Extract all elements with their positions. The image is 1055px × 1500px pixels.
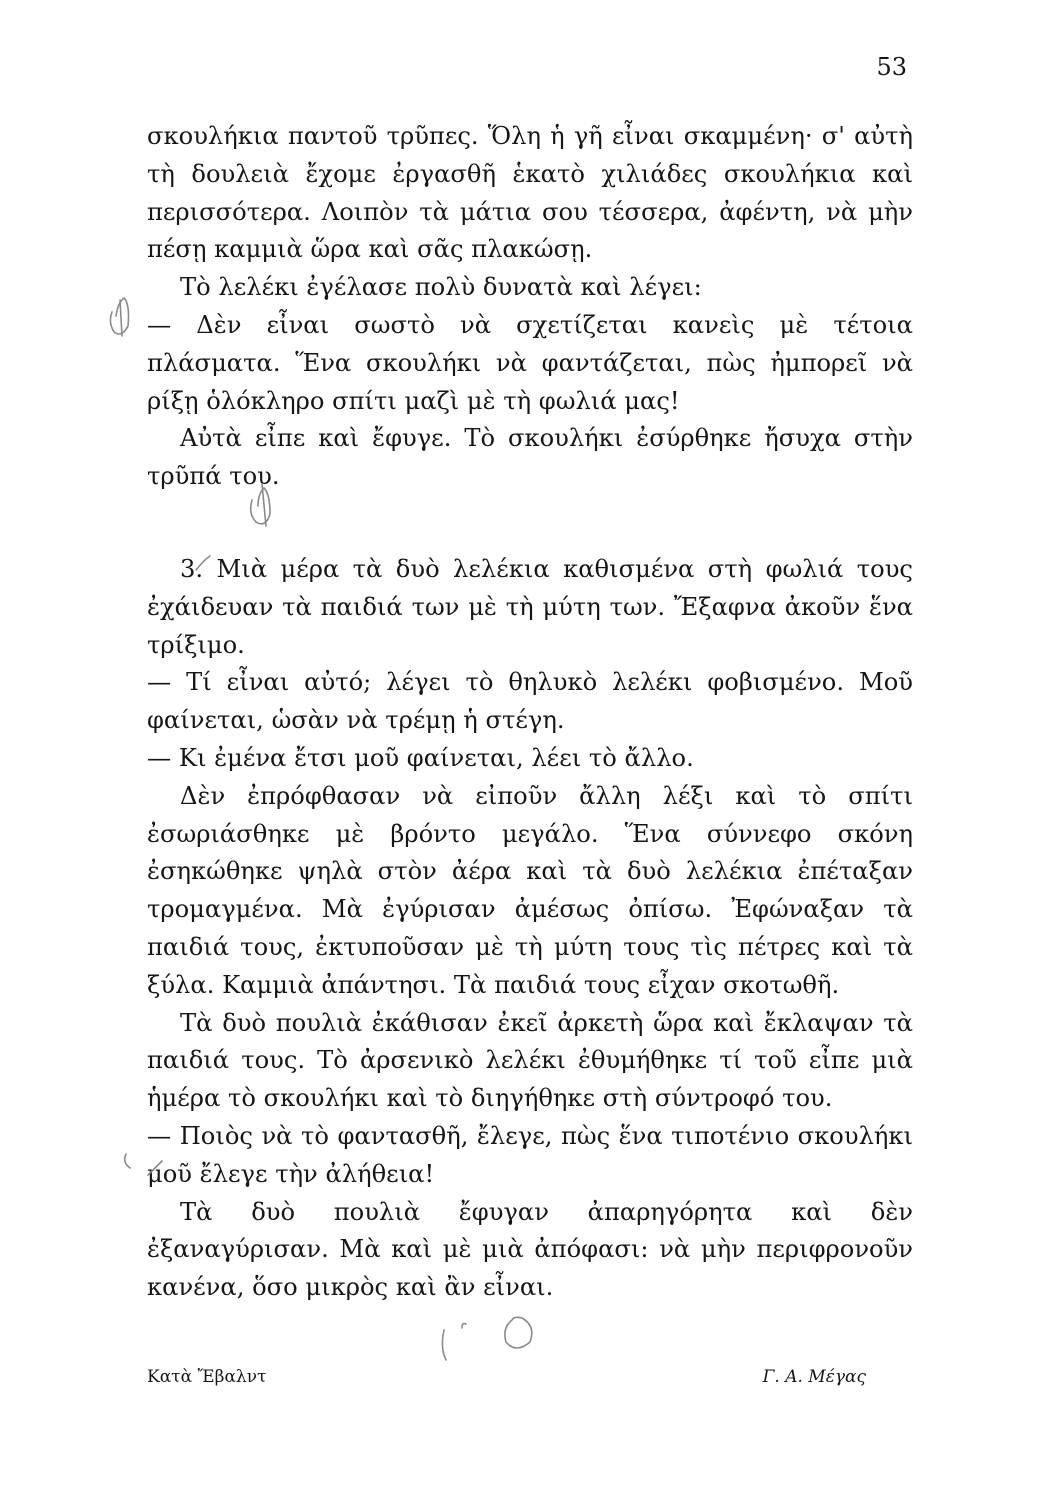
paragraph: Δὲν ἐπρόφθασαν νὰ εἰποῦν ἄλλη λέξι καὶ τὸ σπίτι ἐσωριάσθηκε μὲ βρόντο μεγάλο. Ἕνα σύννεφο σκόνη ἐσηκώθηκε ψηλὰ στὸν ἀέρα καὶ τὰ δυὸ λελέκια ἐπέταξαν τρομαγμένα. Μὰ ἐγύρισαν ἀμέσως ὀπίσω. Ἐφώναξαν τὰ παιδιά τους, ἐκτυποῦσαν μὲ τὴ μύτη τους τὶς πέτρες καὶ τὰ ξύλα. Καμμιὰ ἀπάντησι. Τὰ παιδιά τους εἶχαν σκοτωθῆ. bbox=[147, 781, 913, 999]
paragraph: — Ποιὸς νὰ τὸ φαντασθῆ, ἔλεγε, πὼς ἕνα τιποτένιο σκουλήκι μοῦ ἔλεγε τὴν ἀλήθεια! bbox=[147, 1121, 913, 1188]
pencil-mark bbox=[462, 1324, 466, 1329]
section-number: 3. bbox=[180, 554, 204, 583]
paragraph: Τὰ δυὸ πουλιὰ ἐκάθισαν ἐκεῖ ἀρκετὴ ὥρα καὶ ἔκλαψαν τὰ παιδιά τους. Τὸ ἀρσενικὸ λελέκι ἐθυμήθηκε τί τοῦ εἶπε μιὰ ἡμέρα τὸ σκουλήκι καὶ τὸ διηγήθηκε στὴ σύντροφό του. bbox=[147, 1008, 913, 1113]
pencil-mark bbox=[442, 1330, 446, 1360]
section-first-paragraph bbox=[147, 551, 913, 664]
pencil-mark bbox=[120, 300, 122, 336]
pencil-mark bbox=[110, 298, 128, 334]
body-text bbox=[147, 118, 913, 1307]
pencil-mark bbox=[505, 1317, 532, 1348]
paragraph: Τὸ λελέκι ἐγέλασε πολὺ δυνατὰ καὶ λέγει: bbox=[180, 273, 702, 302]
page-number: 53 bbox=[876, 53, 907, 81]
source-credit: Κατὰ Ἔβαλντ bbox=[147, 1367, 267, 1387]
author-credit: Γ. Α. Μέγας bbox=[762, 1367, 866, 1387]
paragraph: σκουλήκια παντοῦ τρῦπες. Ὅλη ἡ γῆ εἶναι σκαμμένη· σ' αὐτὴ τὴ δουλειὰ ἔχομε ἐργασθῆ ἑκατὸ χιλιάδες σκουλήκια καὶ περισσότερα. Λοιπὸν τὰ μάτια σου τέσσερα, ἀφέντη, νὰ μὴν πέσῃ καμμιὰ ὥρα καὶ σᾶς πλακώσῃ. bbox=[147, 122, 913, 264]
paragraph-text: Μιὰ μέρα τὰ δυὸ λελέκια καθισμένα στὴ φωλιά τους ἐχάιδευαν τὰ παιδιά των μὲ τὴ μύτη των. Ἔξαφνα ἀκοῦν ἕνα τρίξιμο. bbox=[147, 554, 913, 659]
pencil-mark bbox=[125, 1154, 130, 1168]
paragraph: — Τί εἶναι αὐτό; λέγει τὸ θηλυκὸ λελέκι φοβισμένο. Μοῦ φαίνεται, ὡσὰν νὰ τρέμῃ ἡ στέγη. bbox=[147, 668, 913, 735]
paragraph: Τὰ δυὸ πουλιὰ ἔφυγαν ἀπαρηγόρητα καὶ δὲν ἐξαναγύρισαν. Μὰ καὶ μὲ μιὰ ἀπόφασι: νὰ μὴν περιφρονοῦν κανένα, ὅσο μικρὸς καὶ ἂν εἶναι. bbox=[147, 1197, 913, 1302]
paragraph: Αὐτὰ εἶπε καὶ ἔφυγε. Τὸ σκουλήκι ἐσύρθηκε ἤσυχα στὴν τρῦπά του. bbox=[147, 424, 913, 491]
paragraph: — Δὲν εἶναι σωστὸ νὰ σχετίζεται κανεὶς μὲ τέτοια πλάσματα. Ἕνα σκουλήκι νὰ φαντάζεται, πὼς ἠμπορεῖ νὰ ρίξῃ ὁλόκληρο σπίτι μαζὶ μὲ τὴ φωλιά μας! bbox=[147, 310, 913, 415]
paragraph: — Κι ἐμένα ἔτσι μοῦ φαίνεται, λέει τὸ ἄλλο. bbox=[147, 743, 694, 772]
